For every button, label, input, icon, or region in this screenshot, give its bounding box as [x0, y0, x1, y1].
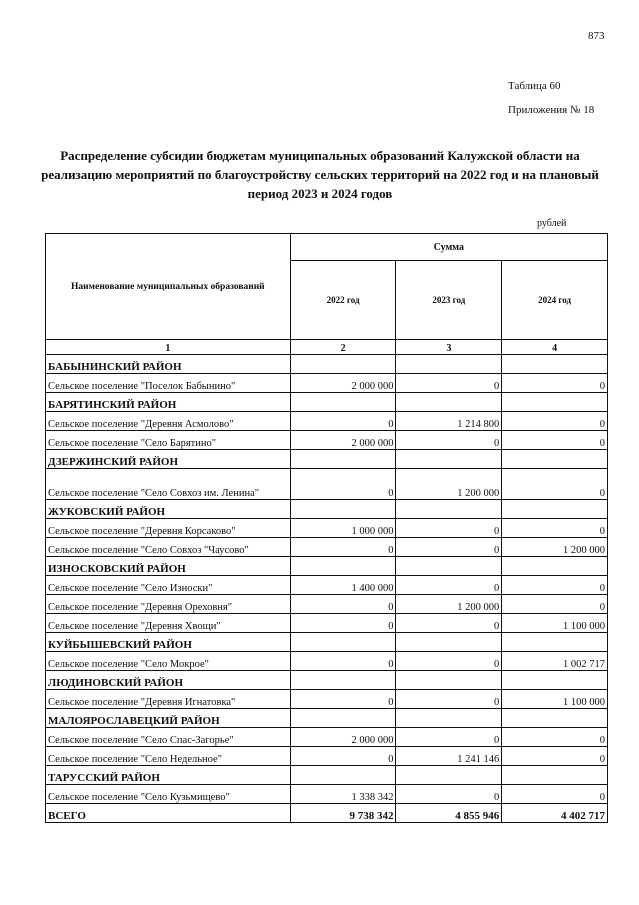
total-2022: 9 738 342 — [290, 804, 396, 823]
col-number: 4 — [502, 340, 608, 355]
amount-2024: 0 — [502, 747, 608, 766]
header-year-2022: 2022 год — [290, 261, 396, 340]
empty-cell — [502, 633, 608, 652]
district-row — [46, 393, 608, 412]
empty-cell — [502, 355, 608, 374]
table-row — [46, 614, 608, 633]
empty-cell — [290, 355, 396, 374]
table-row — [46, 728, 608, 747]
settlement-name: Сельское поселение "Деревня Корсаково" — [46, 519, 291, 538]
district-row — [46, 557, 608, 576]
settlement-name: Сельское поселение "Село Мокрое" — [46, 652, 291, 671]
amount-2024: 1 200 000 — [502, 538, 608, 557]
district-row — [46, 633, 608, 652]
table-row — [46, 431, 608, 450]
total-2023: 4 855 946 — [396, 804, 502, 823]
amount-2023: 1 214 800 — [396, 412, 502, 431]
district-name: КУЙБЫШЕВСКИЙ РАЙОН — [46, 633, 291, 652]
amount-2023: 0 — [396, 576, 502, 595]
col-number: 1 — [46, 340, 291, 355]
table-row — [46, 412, 608, 431]
district-row — [46, 671, 608, 690]
district-name: БАРЯТИНСКИЙ РАЙОН — [46, 393, 291, 412]
page-number: 873 — [588, 30, 605, 42]
district-row — [46, 355, 608, 374]
empty-cell — [396, 557, 502, 576]
district-row — [46, 450, 608, 469]
table-row — [46, 595, 608, 614]
amount-2023: 0 — [396, 785, 502, 804]
table-row — [46, 747, 608, 766]
district-name: БАБЫНИНСКИЙ РАЙОН — [46, 355, 291, 374]
amount-2023: 1 200 000 — [396, 595, 502, 614]
settlement-name: Сельское поселение "Село Совхоз "Чаусово" — [46, 538, 291, 557]
table-row — [46, 374, 608, 393]
amount-2022: 1 000 000 — [290, 519, 396, 538]
amount-2024: 0 — [502, 374, 608, 393]
settlement-name: Сельское поселение "Село Спас-Загорье" — [46, 728, 291, 747]
amount-2024: 0 — [502, 576, 608, 595]
amount-2024: 0 — [502, 469, 608, 500]
amount-2022: 2 000 000 — [290, 431, 396, 450]
empty-cell — [290, 671, 396, 690]
header-year-2024: 2024 год — [502, 261, 608, 340]
empty-cell — [290, 450, 396, 469]
settlement-name: Сельское поселение "Село Кузьмищево" — [46, 785, 291, 804]
district-row — [46, 500, 608, 519]
empty-cell — [502, 393, 608, 412]
district-name: ИЗНОСКОВСКИЙ РАЙОН — [46, 557, 291, 576]
amount-2022: 0 — [290, 747, 396, 766]
empty-cell — [396, 500, 502, 519]
settlement-name: Сельское поселение "Деревня Хвощи" — [46, 614, 291, 633]
settlement-name: Сельское поселение "Село Совхоз им. Ленина" — [46, 469, 291, 500]
amount-2022: 2 000 000 — [290, 728, 396, 747]
empty-cell — [290, 766, 396, 785]
amount-2022: 0 — [290, 538, 396, 557]
empty-cell — [396, 450, 502, 469]
amount-2022: 0 — [290, 652, 396, 671]
amount-2023: 0 — [396, 374, 502, 393]
district-name: ЛЮДИНОВСКИЙ РАЙОН — [46, 671, 291, 690]
amount-2022: 0 — [290, 690, 396, 709]
amount-2024: 0 — [502, 595, 608, 614]
empty-cell — [290, 393, 396, 412]
header-name-col: Наименование муниципальных образований — [46, 234, 291, 340]
amount-2023: 0 — [396, 690, 502, 709]
empty-cell — [396, 671, 502, 690]
amount-2023: 1 241 146 — [396, 747, 502, 766]
empty-cell — [396, 633, 502, 652]
table-body — [46, 355, 608, 804]
district-name: ЖУКОВСКИЙ РАЙОН — [46, 500, 291, 519]
amount-2022: 0 — [290, 412, 396, 431]
total-label: ВСЕГО — [46, 804, 291, 823]
settlement-name: Сельское поселение "Поселок Бабынино" — [46, 374, 291, 393]
empty-cell — [290, 633, 396, 652]
settlement-name: Сельское поселение "Село Барятино" — [46, 431, 291, 450]
district-name: МАЛОЯРОСЛАВЕЦКИЙ РАЙОН — [46, 709, 291, 728]
amount-2023: 1 200 000 — [396, 469, 502, 500]
empty-cell — [396, 766, 502, 785]
district-row — [46, 709, 608, 728]
amount-2024: 1 002 717 — [502, 652, 608, 671]
empty-cell — [396, 393, 502, 412]
amount-2023: 0 — [396, 652, 502, 671]
table-row — [46, 538, 608, 557]
empty-cell — [502, 766, 608, 785]
empty-cell — [502, 500, 608, 519]
amount-2023: 0 — [396, 431, 502, 450]
amount-2022: 0 — [290, 595, 396, 614]
settlement-name: Сельское поселение "Деревня Ореховня" — [46, 595, 291, 614]
header-sum-col: Сумма — [290, 234, 607, 261]
district-name: ДЗЕРЖИНСКИЙ РАЙОН — [46, 450, 291, 469]
total-row — [46, 804, 608, 823]
table-label: Таблица 60 — [508, 80, 561, 92]
amount-2023: 0 — [396, 538, 502, 557]
empty-cell — [502, 557, 608, 576]
amount-2022: 0 — [290, 614, 396, 633]
amount-2024: 1 100 000 — [502, 690, 608, 709]
empty-cell — [290, 709, 396, 728]
table-row — [46, 785, 608, 804]
empty-cell — [396, 709, 502, 728]
empty-cell — [502, 709, 608, 728]
table-row — [46, 652, 608, 671]
subsidy-table — [45, 233, 608, 823]
district-row — [46, 766, 608, 785]
total-2024: 4 402 717 — [502, 804, 608, 823]
empty-cell — [290, 500, 396, 519]
amount-2024: 0 — [502, 431, 608, 450]
table-row — [46, 469, 608, 500]
amount-2024: 0 — [502, 412, 608, 431]
table-row — [46, 519, 608, 538]
settlement-name: Сельское поселение "Село Износки" — [46, 576, 291, 595]
settlement-name: Сельское поселение "Деревня Асмолово" — [46, 412, 291, 431]
empty-cell — [502, 671, 608, 690]
amount-2024: 0 — [502, 728, 608, 747]
empty-cell — [502, 450, 608, 469]
amount-2023: 0 — [396, 728, 502, 747]
table-row — [46, 576, 608, 595]
table-row — [46, 690, 608, 709]
district-name: ТАРУССКИЙ РАЙОН — [46, 766, 291, 785]
units-label: рублей — [537, 218, 567, 229]
col-number: 2 — [290, 340, 396, 355]
header-year-2023: 2023 год — [396, 261, 502, 340]
empty-cell — [290, 557, 396, 576]
empty-cell — [396, 355, 502, 374]
amount-2023: 0 — [396, 614, 502, 633]
amount-2022: 2 000 000 — [290, 374, 396, 393]
settlement-name: Сельское поселение "Село Недельное" — [46, 747, 291, 766]
amount-2022: 0 — [290, 469, 396, 500]
amount-2024: 0 — [502, 785, 608, 804]
amount-2023: 0 — [396, 519, 502, 538]
appendix-label: Приложения № 18 — [508, 104, 595, 116]
amount-2022: 1 400 000 — [290, 576, 396, 595]
amount-2024: 1 100 000 — [502, 614, 608, 633]
col-number: 3 — [396, 340, 502, 355]
amount-2024: 0 — [502, 519, 608, 538]
settlement-name: Сельское поселение "Деревня Игнатовка" — [46, 690, 291, 709]
document-title: Распределение субсидии бюджетам муниципальных образований Калужской области на реализацию мероприятий по благоустройству сельских территорий на 2022 год и на плановый период 2023 и 2024 годов — [41, 148, 599, 201]
amount-2022: 1 338 342 — [290, 785, 396, 804]
